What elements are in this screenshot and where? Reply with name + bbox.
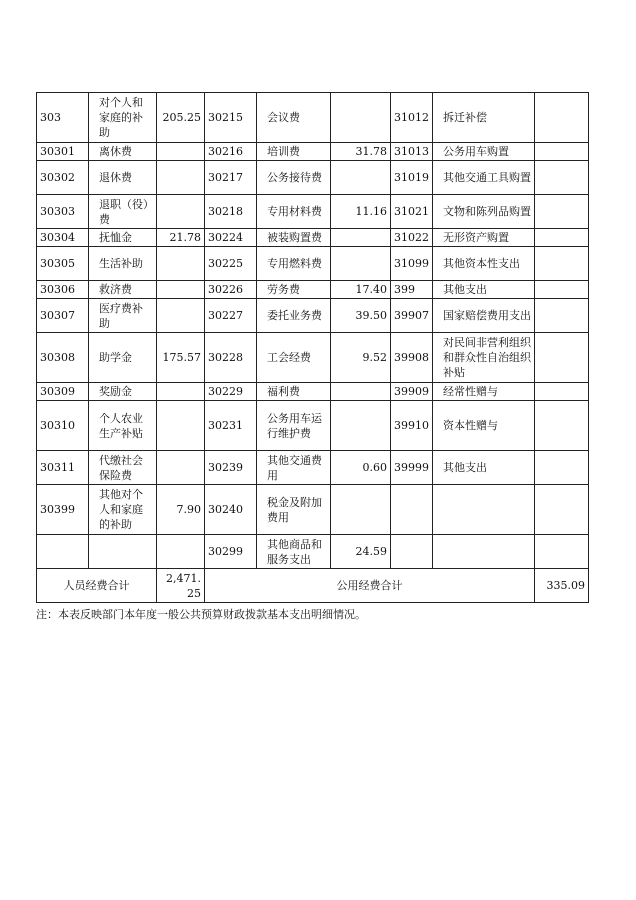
cell-amount-3 xyxy=(535,247,589,281)
cell-code-1: 30304 xyxy=(37,229,89,247)
cell-code-3: 39999 xyxy=(391,451,433,485)
cell-amount-1 xyxy=(157,143,205,161)
cell-name-2: 税金及附加费用 xyxy=(257,485,331,535)
cell-amount-2 xyxy=(331,161,391,195)
cell-amount-1 xyxy=(157,299,205,333)
cell-name-1: 个人农业生产补贴 xyxy=(89,401,157,451)
cell-code-2: 30224 xyxy=(205,229,257,247)
cell-amount-1 xyxy=(157,401,205,451)
cell-name-3: 对民间非营利组织和群众性自治组织补贴 xyxy=(433,333,535,383)
cell-name-1: 离休费 xyxy=(89,143,157,161)
cell-name-1: 退职（役）费 xyxy=(89,195,157,229)
public-total-label: 公用经费合计 xyxy=(205,569,535,603)
cell-name-3: 拆迁补偿 xyxy=(433,93,535,143)
cell-code-1: 30301 xyxy=(37,143,89,161)
personnel-total-label: 人员经费合计 xyxy=(37,569,157,603)
cell-amount-1: 7.90 xyxy=(157,485,205,535)
cell-amount-3 xyxy=(535,383,589,401)
cell-amount-3 xyxy=(535,401,589,451)
cell-name-2: 培训费 xyxy=(257,143,331,161)
cell-amount-3 xyxy=(535,143,589,161)
cell-amount-1 xyxy=(157,535,205,569)
cell-amount-2 xyxy=(331,93,391,143)
cell-name-1: 生活补助 xyxy=(89,247,157,281)
cell-code-3: 39909 xyxy=(391,383,433,401)
cell-code-3: 31012 xyxy=(391,93,433,143)
cell-name-3: 资本性赠与 xyxy=(433,401,535,451)
cell-code-3: 31019 xyxy=(391,161,433,195)
cell-amount-1: 175.57 xyxy=(157,333,205,383)
cell-name-2: 专用燃料费 xyxy=(257,247,331,281)
cell-code-2: 30228 xyxy=(205,333,257,383)
cell-amount-3 xyxy=(535,229,589,247)
cell-amount-3 xyxy=(535,451,589,485)
cell-name-3: 无形资产购置 xyxy=(433,229,535,247)
cell-amount-2: 17.40 xyxy=(331,281,391,299)
cell-amount-2 xyxy=(331,247,391,281)
cell-name-1: 医疗费补助 xyxy=(89,299,157,333)
cell-amount-2: 39.50 xyxy=(331,299,391,333)
cell-name-1: 退休费 xyxy=(89,161,157,195)
table-row xyxy=(37,535,589,569)
cell-name-1: 其他对个人和家庭的补助 xyxy=(89,485,157,535)
cell-name-2: 劳务费 xyxy=(257,281,331,299)
cell-code-2: 30215 xyxy=(205,93,257,143)
table-row xyxy=(37,143,589,161)
cell-code-3 xyxy=(391,535,433,569)
cell-code-2: 30299 xyxy=(205,535,257,569)
cell-amount-3 xyxy=(535,299,589,333)
expense-detail-table xyxy=(36,92,589,603)
cell-code-2: 30227 xyxy=(205,299,257,333)
cell-name-3: 其他支出 xyxy=(433,451,535,485)
cell-code-2: 30217 xyxy=(205,161,257,195)
table-note: 注：本表反映部门本年度一般公共预算财政拨款基本支出明细情况。 xyxy=(36,608,366,621)
cell-amount-2 xyxy=(331,485,391,535)
cell-code-2: 30240 xyxy=(205,485,257,535)
cell-amount-1 xyxy=(157,161,205,195)
cell-code-2: 30225 xyxy=(205,247,257,281)
cell-amount-2 xyxy=(331,229,391,247)
table-row xyxy=(37,333,589,383)
document-page xyxy=(36,92,588,622)
cell-amount-3 xyxy=(535,333,589,383)
public-total-value: 335.09 xyxy=(535,569,589,603)
table-row xyxy=(37,229,589,247)
cell-name-1: 奖励金 xyxy=(89,383,157,401)
cell-amount-2: 31.78 xyxy=(331,143,391,161)
cell-name-2: 委托业务费 xyxy=(257,299,331,333)
cell-name-3: 公务用车购置 xyxy=(433,143,535,161)
cell-name-3: 其他交通工具购置 xyxy=(433,161,535,195)
cell-code-2: 30216 xyxy=(205,143,257,161)
cell-name-2: 专用材料费 xyxy=(257,195,331,229)
cell-amount-3 xyxy=(535,485,589,535)
cell-code-3: 31099 xyxy=(391,247,433,281)
cell-amount-3 xyxy=(535,535,589,569)
cell-amount-3 xyxy=(535,281,589,299)
cell-code-3: 39910 xyxy=(391,401,433,451)
cell-code-1: 30309 xyxy=(37,383,89,401)
cell-code-3: 31021 xyxy=(391,195,433,229)
cell-name-2: 会议费 xyxy=(257,93,331,143)
cell-code-1: 30311 xyxy=(37,451,89,485)
cell-amount-1 xyxy=(157,281,205,299)
cell-name-1: 对个人和家庭的补助 xyxy=(89,93,157,143)
cell-name-1: 救济费 xyxy=(89,281,157,299)
cell-amount-3 xyxy=(535,195,589,229)
table-body xyxy=(37,93,589,569)
cell-code-3: 399 xyxy=(391,281,433,299)
table-row xyxy=(37,401,589,451)
cell-code-2: 30239 xyxy=(205,451,257,485)
cell-name-2: 福利费 xyxy=(257,383,331,401)
cell-amount-3 xyxy=(535,93,589,143)
table-row xyxy=(37,93,589,143)
cell-amount-2 xyxy=(331,401,391,451)
cell-amount-2 xyxy=(331,383,391,401)
cell-code-2: 30231 xyxy=(205,401,257,451)
cell-code-3: 39907 xyxy=(391,299,433,333)
cell-code-1: 30399 xyxy=(37,485,89,535)
cell-code-3: 31013 xyxy=(391,143,433,161)
cell-name-3 xyxy=(433,485,535,535)
table-row xyxy=(37,299,589,333)
cell-name-1: 代缴社会保险费 xyxy=(89,451,157,485)
cell-code-1: 303 xyxy=(37,93,89,143)
table-row xyxy=(37,247,589,281)
cell-name-3: 文物和陈列品购置 xyxy=(433,195,535,229)
cell-code-1: 30303 xyxy=(37,195,89,229)
cell-code-1: 30305 xyxy=(37,247,89,281)
cell-code-1: 30310 xyxy=(37,401,89,451)
table-row xyxy=(37,451,589,485)
table-row xyxy=(37,161,589,195)
cell-amount-3 xyxy=(535,161,589,195)
cell-amount-1: 205.25 xyxy=(157,93,205,143)
cell-name-2: 工会经费 xyxy=(257,333,331,383)
cell-name-2: 其他交通费用 xyxy=(257,451,331,485)
cell-code-1: 30308 xyxy=(37,333,89,383)
cell-amount-2: 0.60 xyxy=(331,451,391,485)
cell-amount-2: 9.52 xyxy=(331,333,391,383)
cell-code-3: 31022 xyxy=(391,229,433,247)
table-row xyxy=(37,281,589,299)
cell-name-3: 经常性赠与 xyxy=(433,383,535,401)
cell-amount-2: 11.16 xyxy=(331,195,391,229)
cell-name-1 xyxy=(89,535,157,569)
cell-code-1: 30307 xyxy=(37,299,89,333)
cell-amount-1 xyxy=(157,451,205,485)
cell-name-1: 助学金 xyxy=(89,333,157,383)
cell-code-2: 30218 xyxy=(205,195,257,229)
cell-code-1: 30306 xyxy=(37,281,89,299)
cell-name-3: 其他支出 xyxy=(433,281,535,299)
cell-amount-2: 24.59 xyxy=(331,535,391,569)
cell-name-3: 其他资本性支出 xyxy=(433,247,535,281)
cell-code-2: 30229 xyxy=(205,383,257,401)
table-row xyxy=(37,485,589,535)
cell-name-1: 抚恤金 xyxy=(89,229,157,247)
cell-amount-1 xyxy=(157,195,205,229)
cell-name-3 xyxy=(433,535,535,569)
cell-code-1: 30302 xyxy=(37,161,89,195)
cell-amount-1 xyxy=(157,247,205,281)
cell-name-2: 其他商品和服务支出 xyxy=(257,535,331,569)
cell-code-3 xyxy=(391,485,433,535)
cell-name-2: 公务用车运行维护费 xyxy=(257,401,331,451)
cell-amount-1 xyxy=(157,383,205,401)
cell-code-2: 30226 xyxy=(205,281,257,299)
cell-name-2: 公务接待费 xyxy=(257,161,331,195)
totals-row xyxy=(37,569,589,603)
cell-code-3: 39908 xyxy=(391,333,433,383)
table-row xyxy=(37,195,589,229)
cell-name-3: 国家赔偿费用支出 xyxy=(433,299,535,333)
cell-amount-1: 21.78 xyxy=(157,229,205,247)
personnel-total-value: 2,471.25 xyxy=(157,569,205,603)
cell-code-1 xyxy=(37,535,89,569)
table-row xyxy=(37,383,589,401)
cell-name-2: 被装购置费 xyxy=(257,229,331,247)
